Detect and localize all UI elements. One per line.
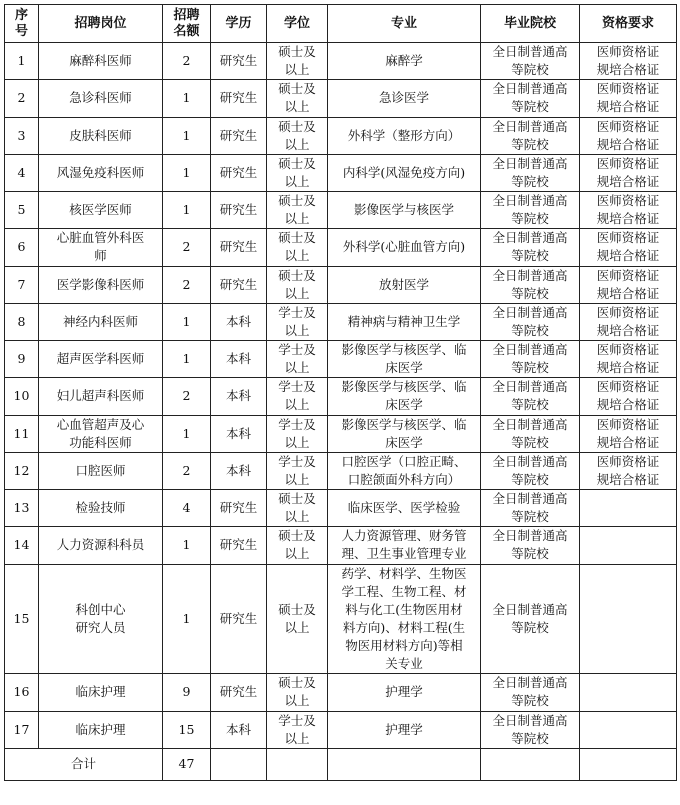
cell-index: 11 [5,415,39,452]
cell-degree: 硕士及 以上 [267,266,328,303]
cell-education: 本科 [211,452,267,489]
cell-index: 7 [5,266,39,303]
cell-degree: 硕士及 以上 [267,527,328,564]
cell-qualification: 医师资格证 规培合格证 [580,266,677,303]
cell-education: 本科 [211,415,267,452]
cell-degree: 学士及 以上 [267,711,328,748]
cell-index: 17 [5,711,39,748]
header-education: 学历 [211,5,267,43]
cell-school: 全日制普通高 等院校 [481,229,580,266]
table-row [5,229,677,266]
cell-position: 口腔医师 [39,452,163,489]
total-row [5,748,677,780]
cell-position: 心脏血管外科医 师 [39,229,163,266]
cell-education: 研究生 [211,192,267,229]
cell-count: 9 [163,674,211,711]
table-body [5,43,677,749]
cell-degree: 硕士及 以上 [267,117,328,154]
cell-qualification [580,527,677,564]
cell-position: 医学影像科医师 [39,266,163,303]
cell-count: 2 [163,266,211,303]
cell-major: 药学、材料学、生物医 学工程、生物工程、材 料与化工(生物医用材 料方向)、材料工程(生 物医用材料方向)等相 关专业 [328,564,481,674]
cell-qualification: 医师资格证 规培合格证 [580,80,677,117]
cell-degree: 硕士及 以上 [267,229,328,266]
cell-index: 1 [5,43,39,80]
cell-school: 全日制普通高 等院校 [481,43,580,80]
cell-position: 神经内科医师 [39,303,163,340]
total-empty-cell [328,748,481,780]
cell-education: 研究生 [211,674,267,711]
cell-school: 全日制普通高 等院校 [481,266,580,303]
table-row [5,378,677,415]
cell-count: 2 [163,452,211,489]
cell-education: 研究生 [211,43,267,80]
cell-qualification: 医师资格证 规培合格证 [580,452,677,489]
table-row [5,674,677,711]
table-row [5,303,677,340]
cell-major: 影像医学与核医学 [328,192,481,229]
cell-school: 全日制普通高 等院校 [481,711,580,748]
cell-school: 全日制普通高 等院校 [481,415,580,452]
cell-education: 本科 [211,711,267,748]
cell-education: 本科 [211,303,267,340]
cell-index: 9 [5,341,39,378]
cell-position: 皮肤科医师 [39,117,163,154]
total-empty-cell [211,748,267,780]
cell-qualification: 医师资格证 规培合格证 [580,378,677,415]
cell-position: 超声医学科医师 [39,341,163,378]
cell-index: 4 [5,154,39,191]
cell-index: 12 [5,452,39,489]
total-empty-cell [580,748,677,780]
header-major: 专业 [328,5,481,43]
header-index: 序 号 [5,5,39,43]
cell-major: 影像医学与核医学、临 床医学 [328,378,481,415]
cell-qualification [580,490,677,527]
cell-education: 研究生 [211,527,267,564]
cell-major: 外科学(心脏血管方向) [328,229,481,266]
cell-education: 研究生 [211,564,267,674]
total-label: 合计 [5,748,163,780]
table-row [5,341,677,378]
cell-count: 1 [163,341,211,378]
cell-school: 全日制普通高 等院校 [481,490,580,527]
cell-count: 1 [163,527,211,564]
cell-position: 检验技师 [39,490,163,527]
cell-count: 1 [163,192,211,229]
cell-degree: 硕士及 以上 [267,80,328,117]
cell-qualification [580,674,677,711]
table-row [5,80,677,117]
cell-major: 外科学（整形方向） [328,117,481,154]
cell-count: 15 [163,711,211,748]
cell-degree: 学士及 以上 [267,303,328,340]
cell-index: 6 [5,229,39,266]
cell-school: 全日制普通高 等院校 [481,80,580,117]
cell-school: 全日制普通高 等院校 [481,341,580,378]
cell-count: 2 [163,378,211,415]
cell-count: 1 [163,80,211,117]
cell-major: 内科学(风湿免疫方向) [328,154,481,191]
table-row [5,154,677,191]
cell-position: 人力资源科科员 [39,527,163,564]
table-row [5,564,677,674]
cell-school: 全日制普通高 等院校 [481,117,580,154]
cell-position: 风湿免疫科医师 [39,154,163,191]
cell-school: 全日制普通高 等院校 [481,527,580,564]
cell-qualification [580,564,677,674]
cell-count: 2 [163,229,211,266]
cell-qualification: 医师资格证 规培合格证 [580,229,677,266]
cell-position: 临床护理 [39,711,163,748]
cell-degree: 学士及 以上 [267,378,328,415]
cell-major: 麻醉学 [328,43,481,80]
cell-school: 全日制普通高 等院校 [481,192,580,229]
cell-degree: 硕士及 以上 [267,564,328,674]
header-position: 招聘岗位 [39,5,163,43]
table-row [5,266,677,303]
cell-major: 护理学 [328,674,481,711]
cell-count: 1 [163,415,211,452]
cell-position: 核医学医师 [39,192,163,229]
cell-major: 护理学 [328,711,481,748]
cell-major: 口腔医学（口腔正畸、 口腔颌面外科方向） [328,452,481,489]
cell-position: 心血管超声及心 功能科医师 [39,415,163,452]
cell-education: 本科 [211,341,267,378]
cell-index: 3 [5,117,39,154]
cell-major: 急诊医学 [328,80,481,117]
header-degree: 学位 [267,5,328,43]
table-row [5,117,677,154]
cell-index: 5 [5,192,39,229]
cell-count: 1 [163,117,211,154]
cell-degree: 学士及 以上 [267,415,328,452]
cell-count: 4 [163,490,211,527]
cell-education: 研究生 [211,80,267,117]
recruitment-table [4,4,677,781]
table-row [5,490,677,527]
cell-major: 人力资源管理、财务管 理、卫生事业管理专业 [328,527,481,564]
cell-count: 2 [163,43,211,80]
header-count: 招聘 名额 [163,5,211,43]
cell-degree: 硕士及 以上 [267,154,328,191]
cell-index: 2 [5,80,39,117]
header-qualification: 资格要求 [580,5,677,43]
cell-school: 全日制普通高 等院校 [481,378,580,415]
cell-count: 1 [163,564,211,674]
cell-position: 急诊科医师 [39,80,163,117]
cell-qualification: 医师资格证 规培合格证 [580,154,677,191]
total-empty-cell [481,748,580,780]
cell-major: 影像医学与核医学、临 床医学 [328,415,481,452]
cell-school: 全日制普通高 等院校 [481,564,580,674]
cell-major: 临床医学、医学检验 [328,490,481,527]
cell-index: 14 [5,527,39,564]
header-school: 毕业院校 [481,5,580,43]
cell-position: 科创中心 研究人员 [39,564,163,674]
cell-index: 13 [5,490,39,527]
cell-education: 研究生 [211,266,267,303]
cell-school: 全日制普通高 等院校 [481,154,580,191]
cell-qualification: 医师资格证 规培合格证 [580,117,677,154]
cell-major: 精神病与精神卫生学 [328,303,481,340]
total-empty-cell [267,748,328,780]
cell-degree: 硕士及 以上 [267,192,328,229]
header-row [5,5,677,43]
cell-school: 全日制普通高 等院校 [481,452,580,489]
table-row [5,415,677,452]
cell-index: 15 [5,564,39,674]
cell-qualification: 医师资格证 规培合格证 [580,192,677,229]
cell-count: 1 [163,154,211,191]
cell-school: 全日制普通高 等院校 [481,674,580,711]
cell-major: 放射医学 [328,266,481,303]
total-count: 47 [163,748,211,780]
cell-index: 16 [5,674,39,711]
cell-index: 10 [5,378,39,415]
cell-count: 1 [163,303,211,340]
cell-education: 本科 [211,378,267,415]
cell-qualification: 医师资格证 规培合格证 [580,303,677,340]
cell-degree: 学士及 以上 [267,341,328,378]
cell-position: 麻醉科医师 [39,43,163,80]
cell-education: 研究生 [211,490,267,527]
cell-qualification: 医师资格证 规培合格证 [580,341,677,378]
table-row [5,452,677,489]
cell-degree: 硕士及 以上 [267,674,328,711]
cell-degree: 硕士及 以上 [267,43,328,80]
cell-school: 全日制普通高 等院校 [481,303,580,340]
cell-index: 8 [5,303,39,340]
cell-education: 研究生 [211,229,267,266]
cell-education: 研究生 [211,154,267,191]
cell-position: 临床护理 [39,674,163,711]
cell-qualification [580,711,677,748]
cell-qualification: 医师资格证 规培合格证 [580,43,677,80]
table-row [5,527,677,564]
cell-major: 影像医学与核医学、临 床医学 [328,341,481,378]
cell-education: 研究生 [211,117,267,154]
cell-degree: 学士及 以上 [267,452,328,489]
table-row [5,711,677,748]
table-row [5,43,677,80]
cell-position: 妇儿超声科医师 [39,378,163,415]
cell-degree: 硕士及 以上 [267,490,328,527]
cell-qualification: 医师资格证 规培合格证 [580,415,677,452]
table-row [5,192,677,229]
